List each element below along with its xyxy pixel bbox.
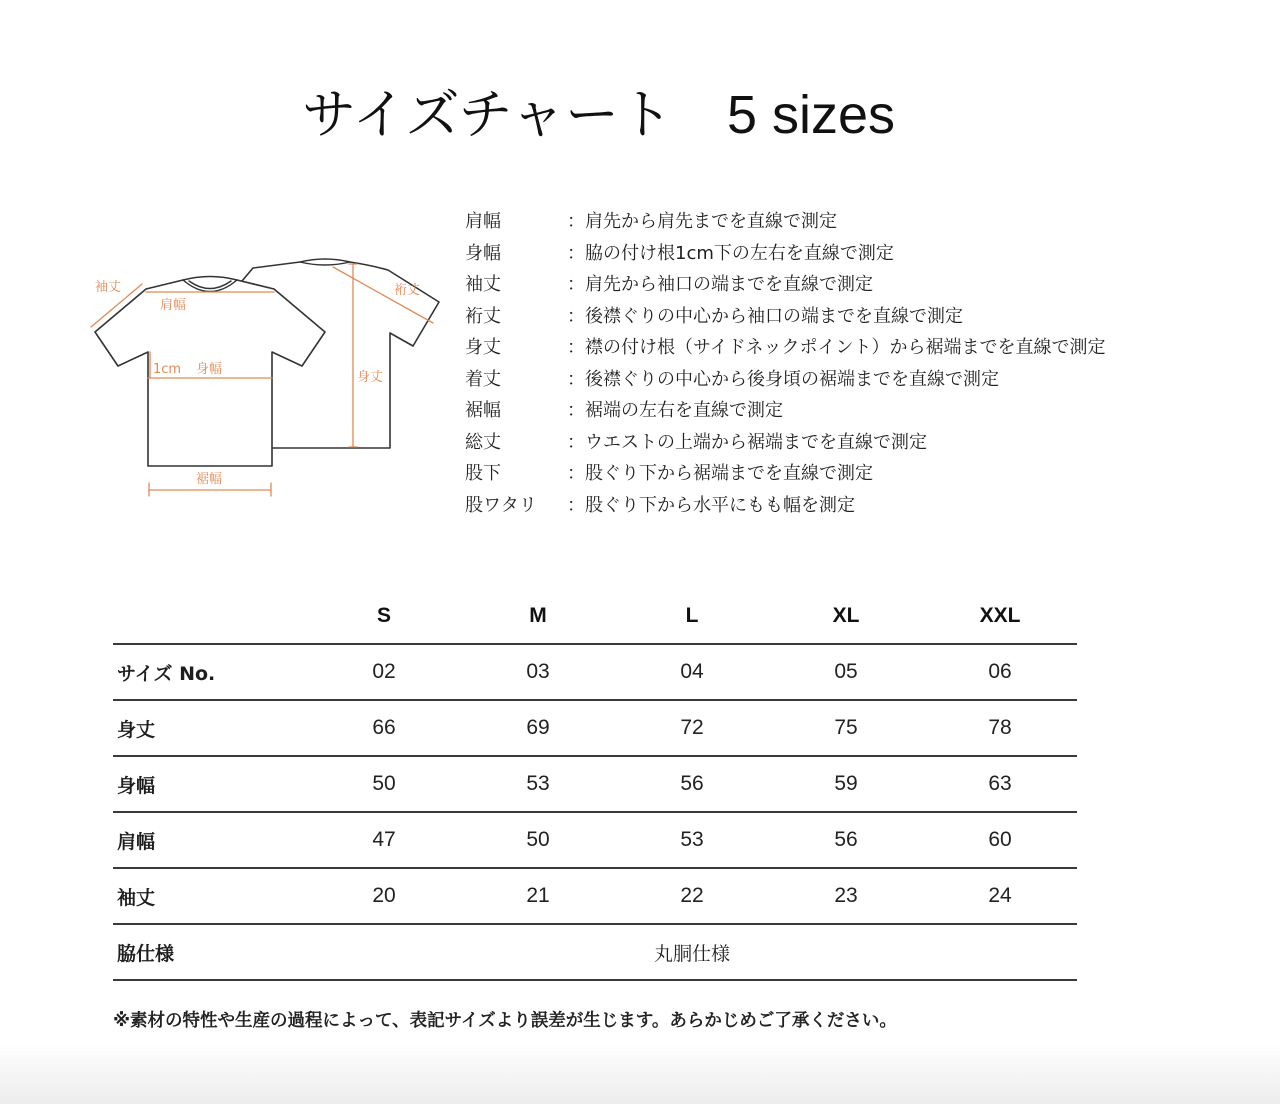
side-spec-value: 丸胴仕様 xyxy=(653,942,730,965)
table-row-sleeve-length xyxy=(113,869,1077,925)
size-header-xl: XL xyxy=(832,604,860,627)
table-row-body-length xyxy=(113,701,1077,757)
definition-desc: ：脇の付け根1cm下の左右を直線で測定 xyxy=(567,242,894,264)
definition-row xyxy=(465,332,1165,364)
table-cell: 23 xyxy=(834,884,858,907)
definition-desc: ：股ぐり下から水平にもも幅を測定 xyxy=(567,494,855,516)
table-header-row xyxy=(113,589,1077,645)
definition-term: 袖丈 xyxy=(465,274,501,295)
definition-term: 着丈 xyxy=(465,368,501,390)
body-width-label: 身幅 xyxy=(196,362,223,377)
table-cell: 59 xyxy=(834,772,858,795)
table-cell: 03 xyxy=(526,660,550,683)
yuki-length-label: 裄丈 xyxy=(394,283,421,298)
table-cell: 22 xyxy=(680,884,704,907)
bottom-shade xyxy=(0,1044,1280,1104)
size-header-l: L xyxy=(685,604,699,627)
row-label: 身幅 xyxy=(117,774,156,797)
row-label: 袖丈 xyxy=(117,886,156,909)
table-cell: 04 xyxy=(680,660,704,683)
definition-row xyxy=(465,206,1165,238)
definition-term: 総丈 xyxy=(465,431,501,453)
definition-desc: ：ウエストの上端から裾端までを直線で測定 xyxy=(567,431,927,453)
definition-desc: ：襟の付け根（サイドネックポイント）から裾端までを直線で測定 xyxy=(567,337,1106,358)
table-cell: 56 xyxy=(834,828,858,851)
definition-desc: ：後襟ぐりの中心から袖口の端までを直線で測定 xyxy=(567,305,963,327)
table-cell: 47 xyxy=(372,828,396,851)
size-table xyxy=(113,589,1077,981)
table-row-body-width xyxy=(113,757,1077,813)
table-cell: 78 xyxy=(988,716,1012,739)
definition-desc: ：裾端の左右を直線で測定 xyxy=(567,400,783,421)
definition-row xyxy=(465,269,1165,301)
table-cell: 66 xyxy=(372,716,396,739)
definition-row xyxy=(465,395,1165,427)
definition-term: 裾幅 xyxy=(465,400,501,421)
table-cell: 50 xyxy=(526,828,550,851)
definition-row xyxy=(465,490,1165,522)
footnote: ※素材の特性や生産の過程によって、表記サイズより誤差が生じます。あらかじめご了承ください。 xyxy=(113,1011,897,1031)
shoulder-width-label: 肩幅 xyxy=(160,298,187,313)
table-cell: 24 xyxy=(988,884,1012,907)
definition-desc: ：肩先から肩先までを直線で測定 xyxy=(567,211,837,232)
size-header-m: M xyxy=(529,604,547,627)
table-cell: 02 xyxy=(372,660,396,683)
row-label: 脇仕様 xyxy=(117,942,175,965)
table-cell: 72 xyxy=(680,716,704,739)
table-cell: 56 xyxy=(680,772,704,795)
body-length-label: 身丈 xyxy=(357,370,384,385)
page-title: サイズチャート 5 sizes xyxy=(301,85,896,145)
definition-term: 股下 xyxy=(465,463,501,484)
table-cell: 53 xyxy=(526,772,550,795)
table-row-shoulder-width xyxy=(113,813,1077,869)
definition-row xyxy=(465,301,1165,333)
definition-desc: ：後襟ぐりの中心から後身頃の裾端までを直線で測定 xyxy=(567,368,999,390)
table-cell: 69 xyxy=(526,716,550,739)
table-cell: 21 xyxy=(526,884,550,907)
one-cm-label: 1cm xyxy=(153,362,182,377)
definition-row xyxy=(465,364,1165,396)
definition-row xyxy=(465,427,1165,459)
definition-term: 裄丈 xyxy=(465,305,501,327)
table-cell: 75 xyxy=(834,716,858,739)
definition-term: 身幅 xyxy=(465,242,501,264)
definition-desc: ：股ぐり下から裾端までを直線で測定 xyxy=(567,463,873,484)
size-header-xxl: XXL xyxy=(979,604,1021,627)
definition-term: 身丈 xyxy=(465,337,501,358)
measurement-definitions xyxy=(465,206,1165,521)
row-label: サイズ No. xyxy=(117,662,216,685)
table-row-side-spec xyxy=(113,925,1077,981)
table-cell: 05 xyxy=(834,660,858,683)
definition-row xyxy=(465,238,1165,270)
table-cell: 53 xyxy=(680,828,704,851)
row-label: 身丈 xyxy=(117,718,156,741)
definition-term: 股ワタリ xyxy=(465,494,537,516)
definition-term: 肩幅 xyxy=(465,211,501,232)
definition-row xyxy=(465,458,1165,490)
size-header-s: S xyxy=(376,604,391,627)
sleeve-length-label: 袖丈 xyxy=(95,280,122,295)
tshirt-diagram xyxy=(0,0,460,520)
table-cell: 06 xyxy=(988,660,1012,683)
table-row-size-no xyxy=(113,645,1077,701)
row-label: 肩幅 xyxy=(117,830,156,853)
table-cell: 60 xyxy=(988,828,1012,851)
definition-desc: ：肩先から袖口の端までを直線で測定 xyxy=(567,274,873,295)
table-cell: 50 xyxy=(372,772,396,795)
hem-width-label: 裾幅 xyxy=(196,472,223,487)
table-cell: 20 xyxy=(372,884,396,907)
table-cell: 63 xyxy=(988,772,1012,795)
